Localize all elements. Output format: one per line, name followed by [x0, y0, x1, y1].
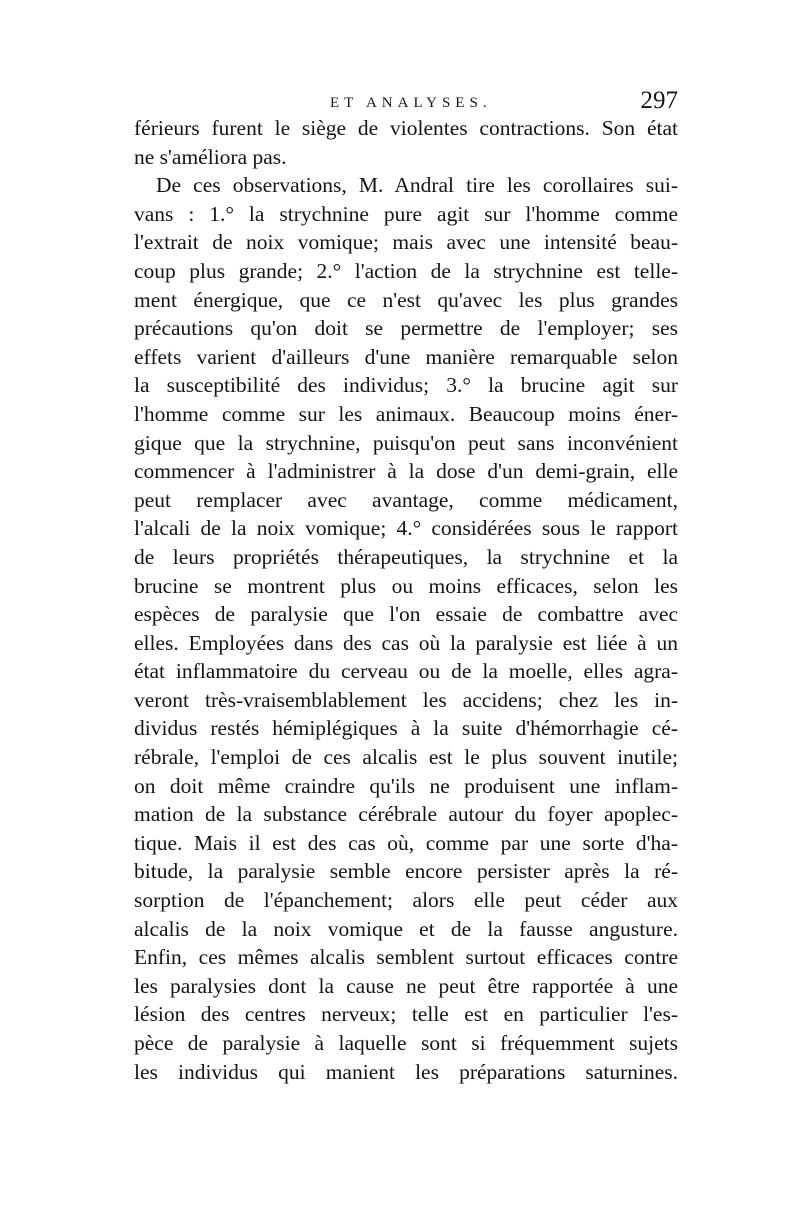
- text-line: bitude, la paralysie semble encore persister après la ré-: [134, 859, 678, 884]
- text-line: dividus restés hémiplégiques à la suite d'hémorrhagie cé-: [134, 716, 678, 741]
- text-line: mation de la substance cérébrale autour du foyer apoplec-: [134, 802, 678, 827]
- text-line: veront très-vraisemblablement les accidens; chez les in-: [134, 687, 678, 712]
- running-head: ET ANALYSES.: [330, 95, 492, 111]
- page-number: 297: [640, 87, 678, 114]
- text-line: pèce de paralysie à laquelle sont si fréquemment sujets: [134, 1031, 678, 1055]
- text-line: état inflammatoire du cerveau ou de la moelle, elles agra-: [134, 659, 678, 684]
- text-line: la susceptibilité des individus; 3.° la brucine agit sur: [134, 373, 678, 398]
- text-line: de leurs propriétés thérapeutiques, la strychnine et la: [134, 544, 678, 569]
- text-line: l'homme comme sur les animaux. Beaucoup moins éner-: [134, 401, 678, 426]
- text-line: peut remplacer avec avantage, comme médicament,: [134, 487, 678, 512]
- text-line: sorption de l'épanchement; alors elle peut céder aux: [134, 888, 678, 913]
- text-line: ne s'améliora pas.: [134, 144, 287, 169]
- text-line: commencer à l'administrer à la dose d'un demi-grain, elle: [134, 459, 678, 484]
- text-line: rébrale, l'emploi de ces alcalis est le plus souvent inutile;: [134, 745, 678, 770]
- text-line: gique que la strychnine, puisqu'on peut sans inconvénient: [134, 430, 678, 455]
- text-line: elles. Employées dans des cas où la paralysie est liée à un: [134, 630, 678, 655]
- text-line: brucine se montrent plus ou moins efficaces, selon les: [134, 573, 678, 598]
- text-line: les paralysies dont la cause ne peut être rapportée à une: [134, 973, 678, 998]
- text-line: les individus qui manient les préparations saturnines.: [134, 1059, 678, 1084]
- text-line: précautions qu'on doit se permettre de l'employer; ses: [134, 316, 678, 341]
- text-line: l'alcali de la noix vomique; 4.° considérées sous le rapport: [134, 516, 678, 541]
- text-line: l'extrait de noix vomique; mais avec une intensité beau-: [134, 230, 678, 255]
- text-line: effets varient d'ailleurs d'une manière remarquable selon: [134, 344, 678, 369]
- text-line: Enfin, ces mêmes alcalis semblent surtout efficaces contre: [134, 945, 678, 970]
- text-line: férieurs furent le siège de violentes contractions. Son état: [134, 116, 678, 140]
- text-line: on doit même craindre qu'ils ne produisent une inflam-: [134, 773, 678, 798]
- text-line: espèces de paralysie que l'on essaie de combattre avec: [134, 602, 678, 627]
- text-line: ment énergique, que ce n'est qu'avec les plus grandes: [134, 287, 678, 312]
- text-line: lésion des centres nerveux; telle est en particulier l'es-: [134, 1002, 678, 1027]
- text-line: tique. Mais il est des cas où, comme par une sorte d'ha-: [134, 830, 678, 855]
- body-text: [134, 114, 678, 1086]
- text-line: coup plus grande; 2.° l'action de la strychnine est telle-: [134, 258, 678, 283]
- text-line: alcalis de la noix vomique et de la fausse angusture.: [134, 916, 678, 941]
- text-line: vans : 1.° la strychnine pure agit sur l'homme comme: [134, 201, 678, 226]
- text-line: De ces observations, M. Andral tire les corollaires sui-: [156, 173, 678, 198]
